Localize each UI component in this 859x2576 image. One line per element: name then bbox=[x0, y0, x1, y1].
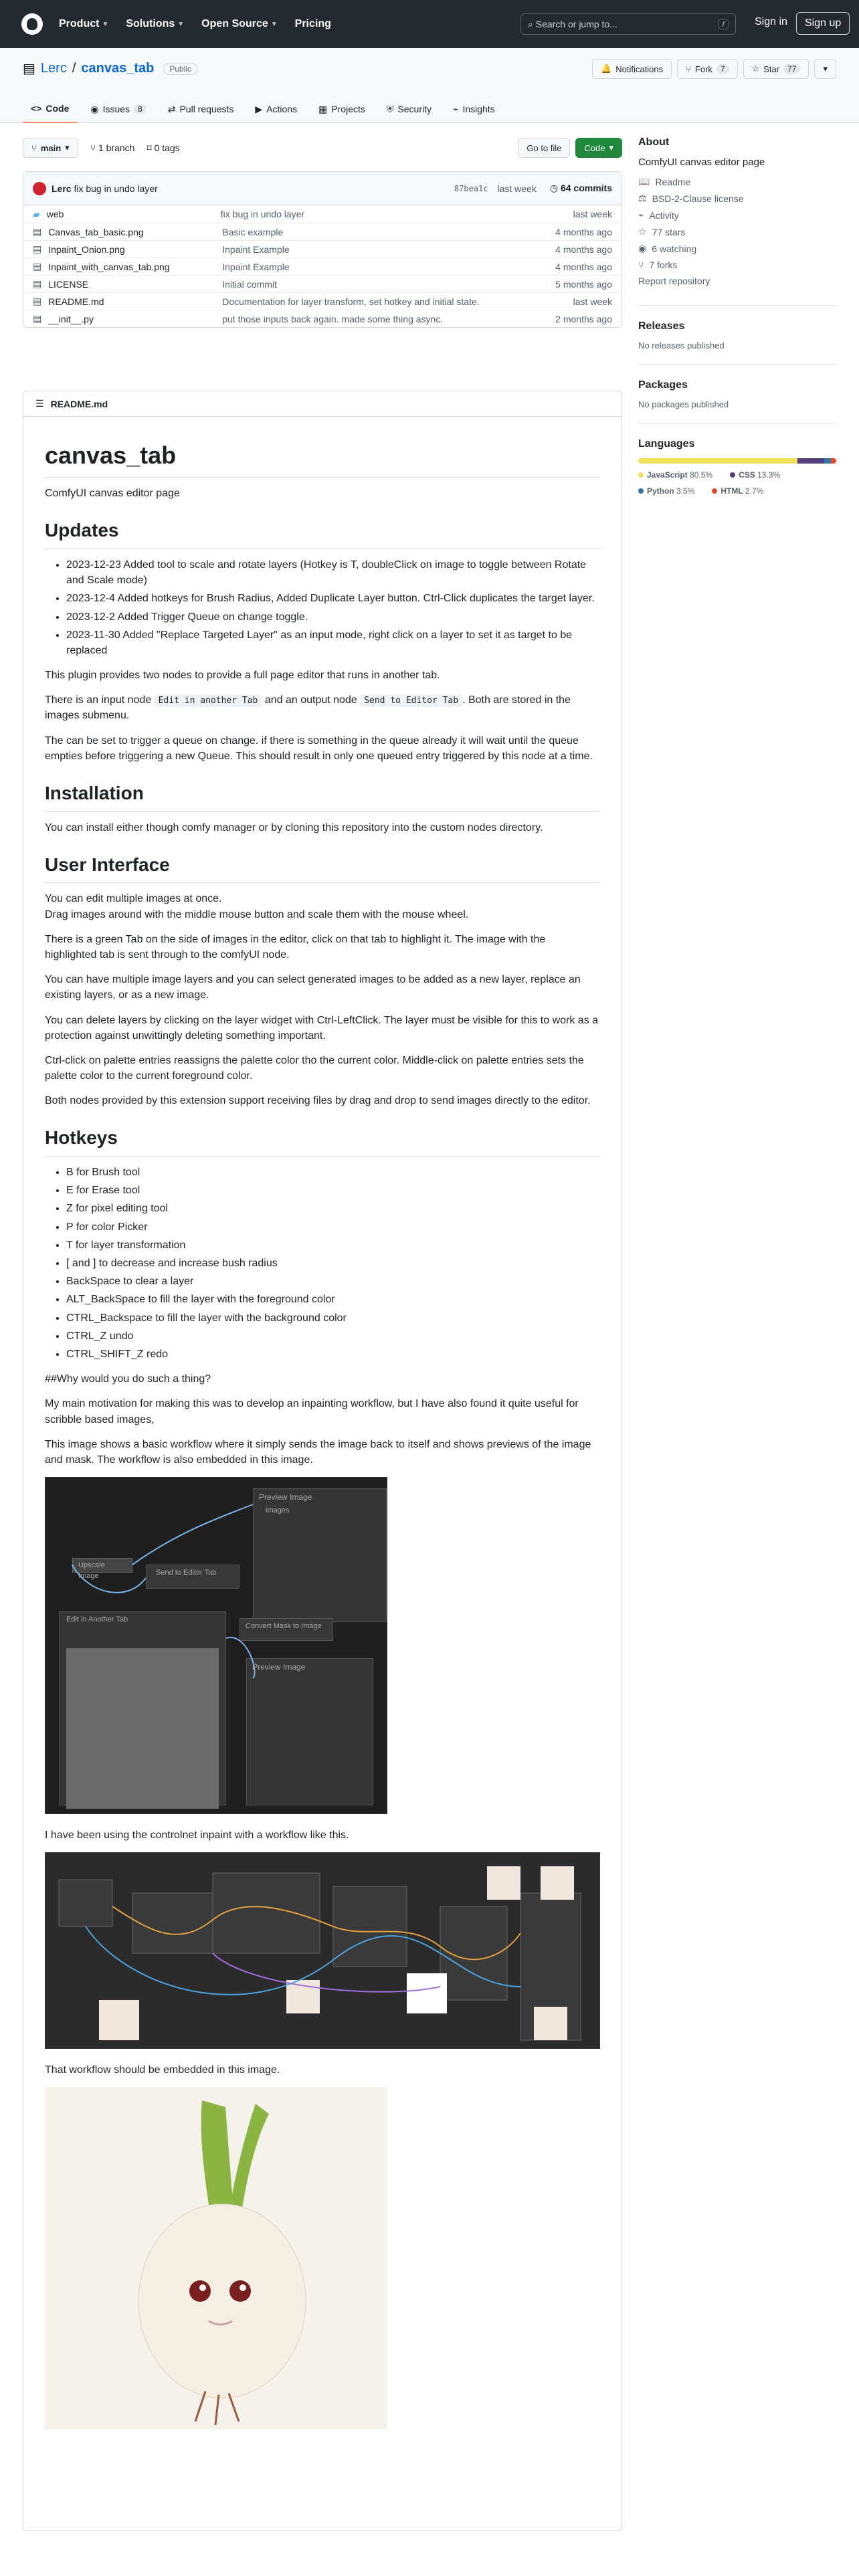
stars-link[interactable]: ☆ 77 stars bbox=[638, 226, 686, 237]
language-item[interactable]: HTML 2.7% bbox=[712, 486, 763, 496]
repository-title: ▤ Lerc / canvas_tab Public bbox=[23, 60, 197, 77]
star-icon: ☆ bbox=[751, 64, 760, 74]
language-list bbox=[638, 470, 836, 496]
paragraph: You can have multiple image layers and you can select generated images to be added as a new layer, replace an existing layers, or as a new image. bbox=[45, 974, 581, 1001]
paragraph: You can delete layers by clicking on the layer widget with Ctrl-LeftClick. The layer must be visible for this to work as a protection against unwittingly deleting something important. bbox=[45, 1014, 599, 1042]
file-name[interactable]: __init__.py bbox=[48, 313, 94, 324]
repo-owner-link[interactable]: Lerc bbox=[40, 61, 67, 76]
file-commit-message[interactable]: Inpaint Example bbox=[222, 243, 290, 255]
watchers-link[interactable]: ◉ 6 watching bbox=[638, 243, 697, 254]
repository-main bbox=[23, 136, 622, 328]
file-name[interactable]: Inpaint_with_canvas_tab.png bbox=[48, 261, 170, 272]
tab-insights[interactable]: ⌁ Insights bbox=[453, 103, 495, 114]
send-node: Send to Editor Tab bbox=[146, 1565, 240, 1589]
file-date: 2 months ago bbox=[555, 313, 612, 324]
file-commit-message[interactable]: Initial commit bbox=[222, 278, 277, 290]
code-button[interactable]: Code ▾ bbox=[575, 138, 622, 158]
about-section: About ComfyUI canvas editor page 📖 Readme ⚖ BSD-2-Clause license ⌁ Activity ☆ 77 stars ◉ 6 watching ⑂ 7 forks Report repository bbox=[638, 136, 836, 306]
language-item[interactable]: Python 3.5% bbox=[638, 486, 694, 496]
pull-request-icon: ⇄ bbox=[167, 103, 176, 114]
paragraph: The can be set to trigger a queue on change. if there is something in the queue already it will wait until the queue empties before triggering a new Queue. This should result in only one queued entry triggered by this node at a time. bbox=[45, 734, 593, 762]
list-item: • B for Brush tool bbox=[66, 1165, 600, 1180]
nav-product[interactable]: Product ▼ bbox=[59, 18, 109, 29]
chevron-down-icon: ▼ bbox=[102, 20, 109, 28]
releases-section: Releases No releases published bbox=[638, 320, 836, 365]
fork-icon: ⑂ bbox=[686, 64, 691, 74]
star-dropdown-button[interactable] bbox=[814, 59, 836, 79]
chevron-down-icon: ▾ bbox=[823, 64, 828, 74]
search-icon: ⌕ bbox=[528, 18, 536, 29]
file-date: 5 months ago bbox=[555, 278, 612, 290]
star-icon: ☆ bbox=[638, 226, 647, 237]
language-color-dot bbox=[638, 472, 644, 478]
sign-up-button[interactable]: Sign up bbox=[796, 12, 850, 35]
paragraph: That workflow should be embedded in this image. bbox=[45, 2064, 280, 2076]
issues-icon: ◉ bbox=[90, 103, 99, 114]
file-icon: ▤ bbox=[33, 261, 42, 272]
latest-commit: Lerc fix bug in undo layer 87bea1c last week ◷ 64 commits bbox=[23, 172, 622, 205]
installation-heading: Installation bbox=[45, 780, 600, 812]
paragraph: ##Why would you do such a thing? bbox=[45, 1373, 211, 1385]
list-item: • [ and ] to decrease and increase bush radius bbox=[66, 1256, 600, 1271]
pulse-icon: ⌁ bbox=[638, 209, 644, 220]
readme-header: ☰ README.md bbox=[23, 391, 622, 417]
branches-link[interactable]: ⑂ 1 branch bbox=[90, 142, 135, 153]
repository-actions bbox=[592, 59, 836, 79]
file-name[interactable]: LICENSE bbox=[48, 278, 89, 290]
repo-icon: ▤ bbox=[23, 62, 35, 76]
file-name[interactable]: Canvas_tab_basic.png bbox=[48, 226, 144, 237]
file-row[interactable] bbox=[23, 258, 622, 275]
readme-link[interactable]: 📖 Readme bbox=[638, 176, 691, 187]
user-interface-heading: User Interface bbox=[45, 852, 600, 884]
list-item: • 2023-12-2 Added Trigger Queue on change toggle. bbox=[66, 609, 600, 625]
onion-illustration bbox=[45, 2087, 387, 2430]
file-name[interactable]: README.md bbox=[48, 296, 104, 307]
shield-icon: ⛨ bbox=[386, 103, 394, 114]
list-item: • 2023-12-4 Added hotkeys for Brush Radius, Added Duplicate Layer button. Ctrl-Click duplicates the target layer. bbox=[66, 591, 600, 606]
file-row[interactable] bbox=[23, 292, 622, 310]
bell-icon: 🔔 bbox=[601, 64, 612, 74]
avatar bbox=[33, 182, 46, 195]
tab-security[interactable]: ⛨ Security bbox=[386, 103, 432, 114]
list-item: • P for color Picker bbox=[66, 1219, 600, 1235]
tags-link[interactable]: ⌑ 0 tags bbox=[147, 142, 180, 153]
tab-projects[interactable]: ▦ Projects bbox=[318, 103, 365, 114]
language-segment bbox=[638, 458, 797, 464]
language-color-dot bbox=[730, 472, 735, 478]
preview-node: Preview Image images bbox=[253, 1488, 387, 1622]
language-bar bbox=[638, 458, 836, 464]
paragraph: I have been using the controlnet inpaint with a workflow like this. bbox=[45, 1829, 349, 1842]
onion-image bbox=[45, 2087, 387, 2430]
notifications-button[interactable]: 🔔 Notifications bbox=[592, 59, 672, 79]
file-commit-message[interactable]: fix bug in undo layer bbox=[220, 209, 305, 219]
scale-icon: ⚖ bbox=[638, 193, 647, 203]
file-commit-message[interactable]: Documentation for layer transform, set hotkey and initial state. bbox=[222, 296, 480, 307]
chevron-down-icon: ▾ bbox=[609, 142, 613, 153]
file-date: 4 months ago bbox=[555, 243, 612, 255]
code-icon: <> bbox=[31, 103, 42, 114]
play-icon: ▶ bbox=[255, 103, 263, 114]
repo-description: ComfyUI canvas editor page bbox=[638, 157, 765, 168]
go-to-file-button[interactable]: Go to file bbox=[518, 138, 570, 158]
packages-section: Packages No packages published bbox=[638, 379, 836, 423]
paragraph: There is a green Tab on the side of images in the editor, click on that tab to highlight it. The image with the highlighted tab is sent through to the comfyUI node. bbox=[45, 933, 546, 961]
list-item: • Z for pixel editing tool bbox=[66, 1201, 600, 1216]
language-item[interactable]: JavaScript 80.5% bbox=[638, 470, 712, 480]
visibility-badge: Public bbox=[163, 63, 197, 75]
file-icon: ▤ bbox=[33, 226, 42, 237]
paragraph: This image shows a basic workflow where it simply sends the image back to itself and shows previews of the image and mask. The workflow is also embedded in this image. bbox=[45, 1438, 591, 1466]
branch-selector[interactable]: ⑂ main ▾ bbox=[23, 138, 78, 158]
list-item: • T for layer transformation bbox=[66, 1237, 600, 1253]
star-button[interactable]: ☆ Star 77 bbox=[743, 59, 809, 79]
list-item: • BackSpace to clear a layer bbox=[66, 1274, 600, 1289]
list-item: • CTRL_SHIFT_Z redo bbox=[66, 1347, 600, 1362]
file-name[interactable]: web bbox=[46, 209, 64, 219]
preview-node: Preview Image bbox=[246, 1658, 373, 1805]
nav-solutions[interactable]: Solutions ▼ bbox=[126, 18, 185, 29]
tab-pull-requests[interactable]: ⇄ Pull requests bbox=[167, 103, 234, 114]
repo-name-link[interactable]: canvas_tab bbox=[81, 61, 155, 76]
language-segment bbox=[831, 458, 836, 464]
readme-content bbox=[23, 417, 622, 2459]
list-item: • CTRL_Backspace to fill the layer with the background color bbox=[66, 1310, 600, 1326]
list-item: • ALT_BackSpace to fill the layer with the foreground color bbox=[66, 1292, 600, 1307]
forks-link[interactable]: ⑂ 7 forks bbox=[638, 260, 678, 270]
basic-workflow-image bbox=[45, 1477, 387, 1814]
file-row[interactable] bbox=[23, 275, 622, 292]
hotkeys-heading: Hotkeys bbox=[45, 1124, 600, 1157]
language-item[interactable]: CSS 13.3% bbox=[730, 470, 780, 480]
convert-node: Convert Mask to Image bbox=[240, 1618, 333, 1641]
edit-node: Edit in Another Tab bbox=[59, 1611, 226, 1805]
eye-icon: ◉ bbox=[638, 243, 647, 254]
list-item: • 2023-11-30 Added "Replace Targeted Layer" as an input mode, right click on a layer to set it as target to be replaced bbox=[66, 627, 600, 658]
file-name[interactable]: Inpaint_Onion.png bbox=[48, 243, 125, 255]
file-icon: ▤ bbox=[33, 296, 42, 306]
controlnet-workflow-image bbox=[45, 1852, 600, 2049]
updates-heading: Updates bbox=[45, 517, 600, 549]
github-logo-icon[interactable] bbox=[21, 13, 43, 35]
file-icon: ▤ bbox=[33, 243, 42, 254]
readme-panel bbox=[23, 391, 622, 2531]
slash-shortcut: / bbox=[719, 19, 729, 29]
paragraph: There is an input node Edit in another Tab and an output node Send to Editor Tab . Both are stored in the images submenu. bbox=[45, 694, 571, 722]
branch-icon: ⑂ bbox=[31, 142, 37, 153]
file-date: last week bbox=[573, 296, 612, 307]
list-icon[interactable]: ☰ bbox=[35, 398, 44, 409]
chevron-down-icon: ▾ bbox=[65, 142, 70, 153]
readme-subtitle: ComfyUI canvas editor page bbox=[45, 488, 180, 500]
project-icon: ▦ bbox=[318, 103, 328, 114]
file-commit-message[interactable]: Basic example bbox=[222, 226, 284, 237]
file-row[interactable] bbox=[23, 240, 622, 258]
file-icon: ▤ bbox=[33, 313, 42, 324]
file-row[interactable] bbox=[23, 310, 622, 327]
list-item: • E for Erase tool bbox=[66, 1183, 600, 1198]
file-commit-message[interactable]: Inpaint Example bbox=[222, 261, 290, 272]
report-repository-link[interactable]: Report repository bbox=[638, 276, 710, 286]
list-item: • CTRL_Z undo bbox=[66, 1328, 600, 1344]
readme-title: canvas_tab bbox=[45, 438, 600, 478]
commit-hash[interactable]: 87bea1c bbox=[454, 183, 488, 193]
nav-open-source[interactable]: Open Source ▼ bbox=[201, 18, 278, 29]
book-icon: 📖 bbox=[638, 176, 650, 187]
file-row[interactable] bbox=[23, 205, 622, 223]
tab-code[interactable]: <> Code bbox=[23, 95, 77, 123]
language-color-dot bbox=[638, 488, 644, 494]
main-nav bbox=[59, 18, 331, 30]
history-icon: ◷ bbox=[549, 183, 559, 193]
paragraph: My main motivation for making this was to develop an inpainting workflow, but I have also found it quite useful for scribble based images, bbox=[45, 1398, 579, 1425]
top-navigation bbox=[0, 0, 859, 48]
graph-icon: ⌁ bbox=[453, 103, 459, 114]
repository-tabs bbox=[23, 95, 503, 123]
hotkeys-list bbox=[66, 1165, 600, 1362]
tab-actions[interactable]: ▶ Actions bbox=[255, 103, 298, 114]
activity-link[interactable]: ⌁ Activity bbox=[638, 209, 679, 221]
workflow-connections bbox=[45, 1478, 387, 1814]
file-row[interactable] bbox=[23, 223, 622, 240]
fork-icon: ⑂ bbox=[638, 260, 644, 270]
sign-in-link[interactable]: Sign in bbox=[755, 16, 787, 27]
license-link[interactable]: ⚖ BSD-2-Clause license bbox=[638, 193, 744, 204]
file-commit-message[interactable]: put those inputs back again. made some thing async. bbox=[222, 313, 444, 324]
paragraph: Both nodes provided by this extension support receiving files by drag and drop to send images directly to the editor. bbox=[45, 1095, 591, 1107]
repository-header bbox=[0, 48, 859, 123]
repository-sidebar bbox=[638, 136, 836, 496]
chevron-down-icon: ▼ bbox=[177, 20, 185, 28]
updates-list bbox=[66, 557, 600, 658]
file-date: last week bbox=[573, 209, 612, 219]
language-color-dot bbox=[712, 488, 717, 494]
commits-link[interactable]: ◷ 64 commits bbox=[549, 183, 612, 193]
paragraph: Ctrl-click on palette entries reassigns the palette color tho the current color. Middle-click on palette entries sets the palette color to the current foreground color. bbox=[45, 1054, 584, 1082]
languages-section: Languages JavaScript 80.5% CSS 13.3% Python 3.5% HTML 2.7% bbox=[638, 438, 836, 496]
search-input[interactable]: ⌕ Search or jump to... / bbox=[520, 13, 736, 35]
language-segment bbox=[797, 458, 824, 464]
file-date: 4 months ago bbox=[555, 226, 612, 237]
file-date: 4 months ago bbox=[555, 261, 612, 272]
branch-toolbar bbox=[23, 136, 622, 159]
upscale-node: Upscale Image bbox=[72, 1558, 132, 1573]
folder-icon: ▰ bbox=[33, 208, 40, 219]
paragraph: You can install either though comfy manager or by cloning this repository into the custom nodes directory. bbox=[45, 821, 543, 833]
chevron-down-icon: ▼ bbox=[270, 20, 278, 28]
paragraph: You can edit multiple images at once. Drag images around with the middle mouse button and scale them with the mouse wheel. bbox=[45, 893, 469, 920]
tab-issues[interactable]: ◉ Issues 8 bbox=[82, 95, 154, 123]
file-browser bbox=[23, 171, 622, 328]
paragraph: This plugin provides two nodes to provide a full page editor that runs in another tab. bbox=[45, 670, 440, 682]
file-icon: ▤ bbox=[33, 278, 42, 289]
branch-icon: ⑂ bbox=[90, 142, 96, 153]
file-list bbox=[23, 205, 622, 327]
fork-button[interactable]: ⑂ Fork 7 bbox=[677, 59, 738, 79]
workflow-graph bbox=[45, 1853, 600, 2049]
tag-icon: ⌑ bbox=[147, 142, 152, 153]
language-segment bbox=[824, 458, 831, 464]
nav-pricing[interactable]: Pricing bbox=[294, 18, 331, 29]
commit-time: last week bbox=[497, 183, 537, 194]
list-item: • 2023-12-23 Added tool to scale and rotate layers (Hotkey is T, doubleClick on image to toggle between Rotate and Scale mode) bbox=[66, 557, 600, 588]
